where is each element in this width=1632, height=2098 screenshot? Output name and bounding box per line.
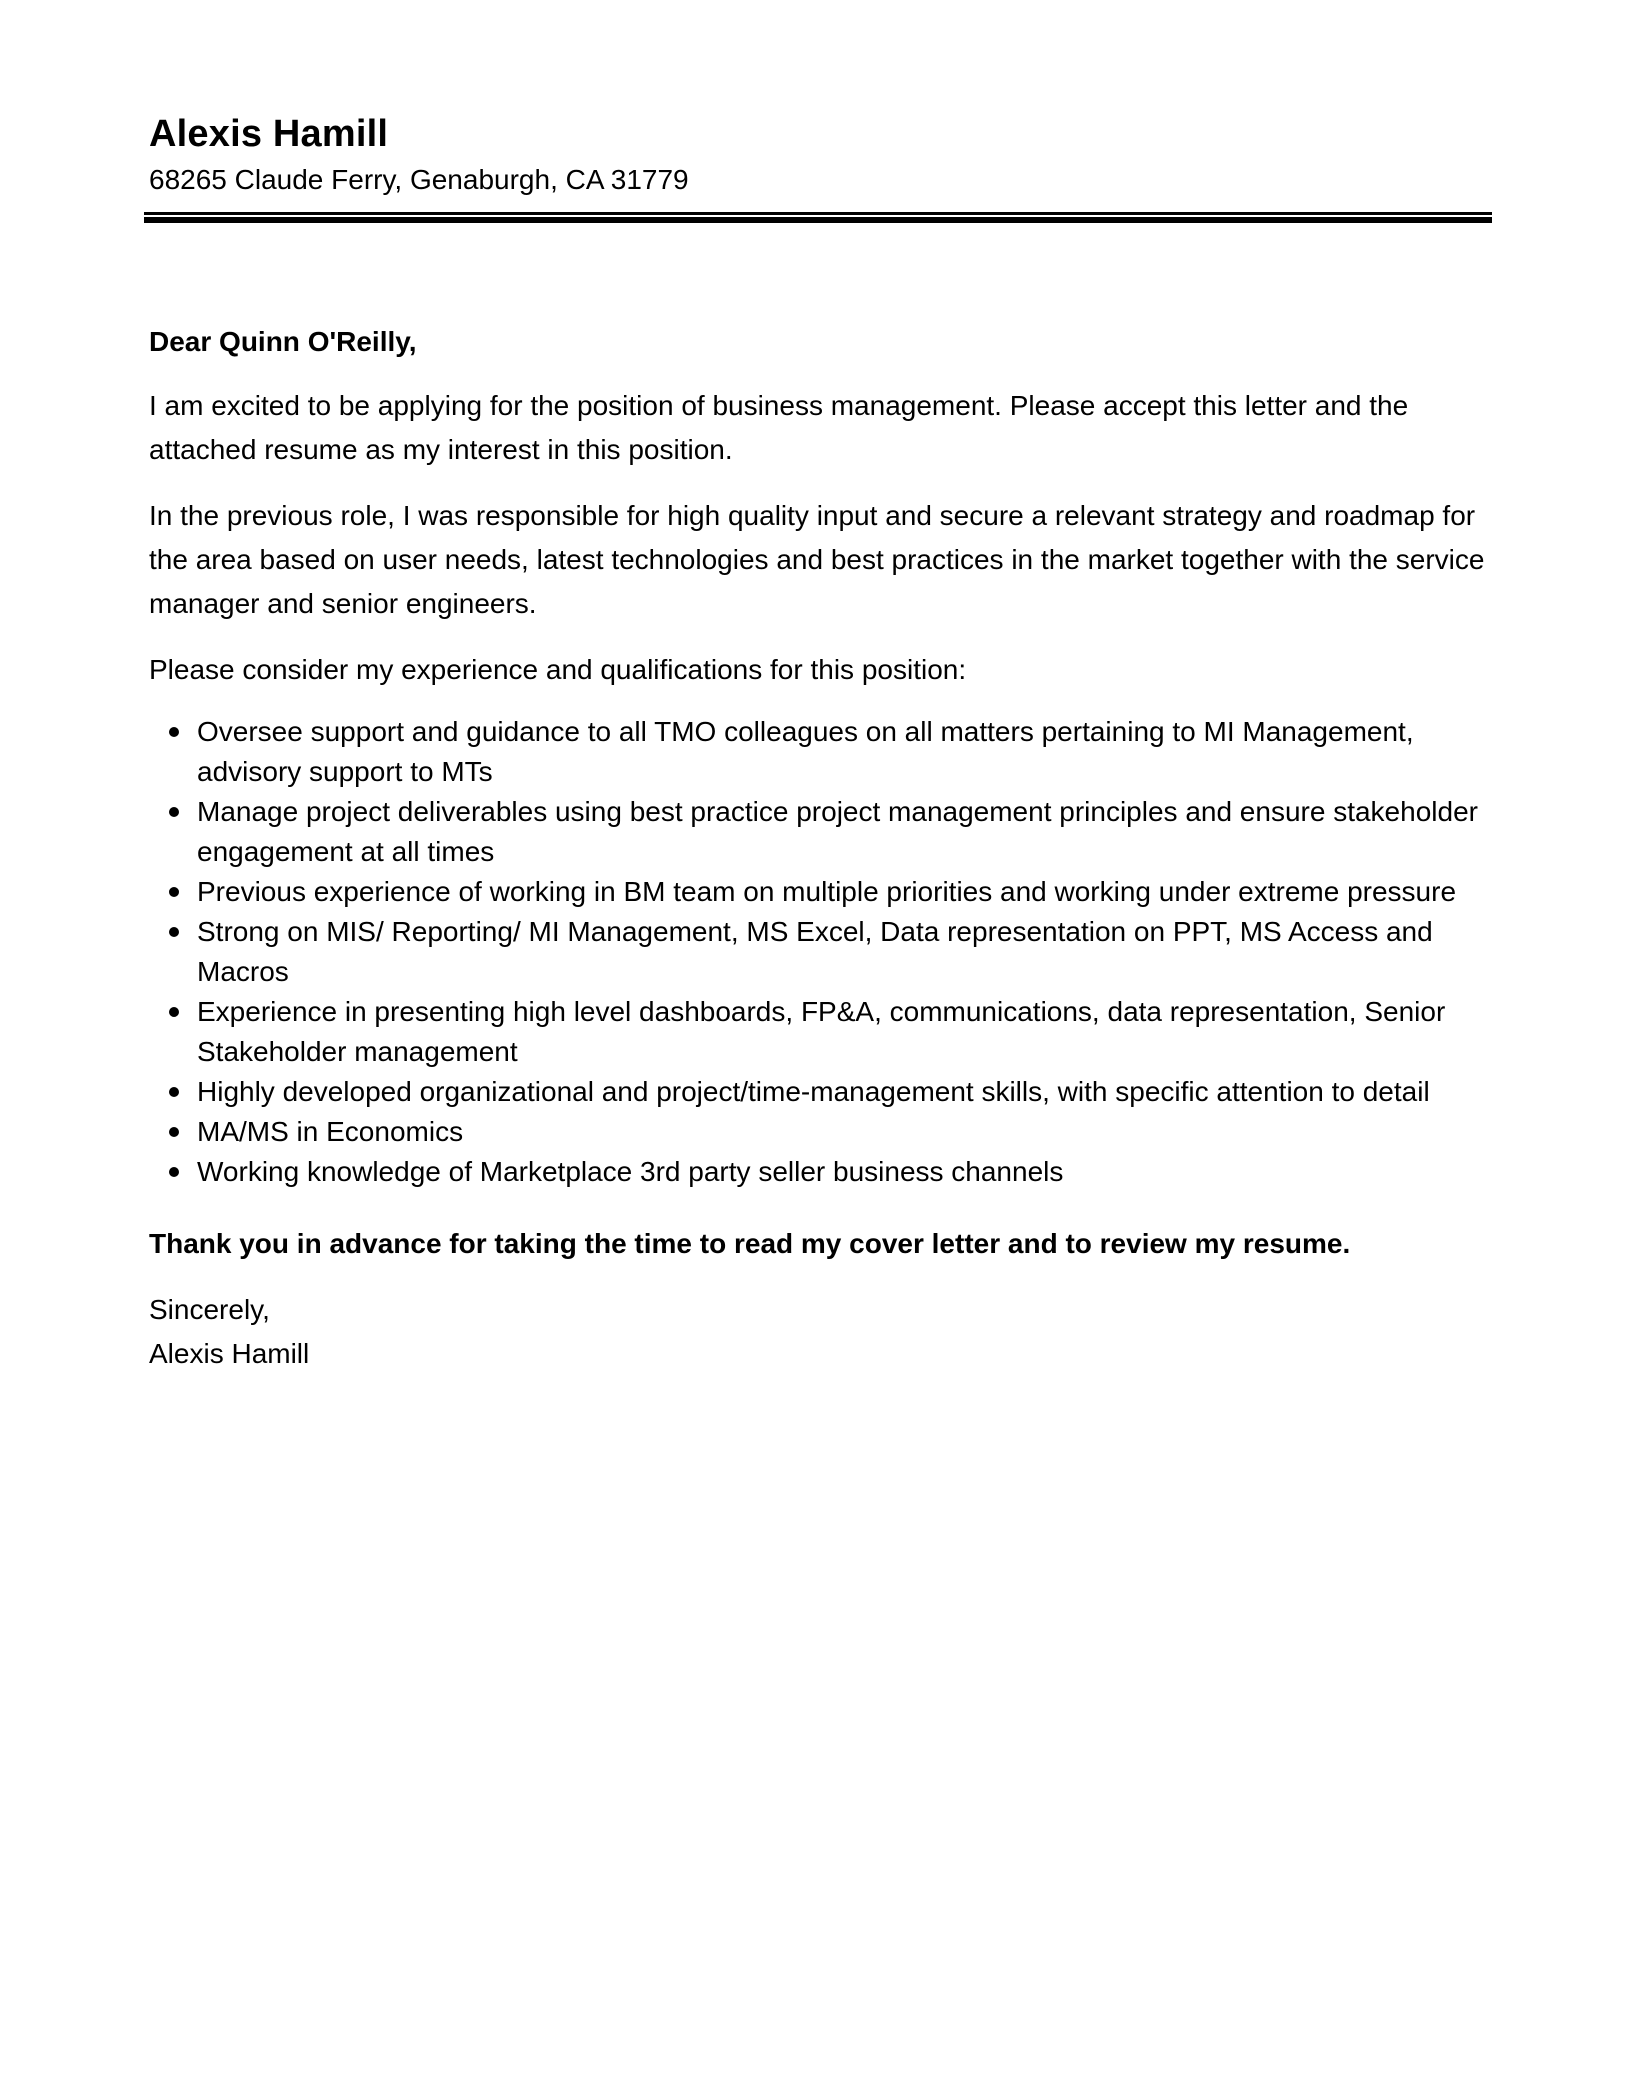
letter-body: [149, 322, 1489, 1376]
list-item: [149, 992, 1489, 1072]
list-item-text: MA/MS in Economics: [197, 1116, 464, 1147]
greeting: Dear Quinn O'Reilly,: [149, 326, 417, 357]
list-item: [149, 872, 1489, 912]
bullet-icon: [169, 807, 179, 817]
thank-you-line: Thank you in advance for taking the time to read my cover letter and to review my resume.: [149, 1228, 1351, 1259]
bullet-icon: [169, 727, 179, 737]
list-item-text: Working knowledge of Marketplace 3rd party seller business channels: [197, 1156, 1064, 1187]
sender-name: Alexis Hamill: [149, 113, 389, 155]
paragraph-intro: I am excited to be applying for the position of business management. Please accept this letter and the attached resume as my interest in this position.: [149, 390, 1409, 465]
bullet-icon: [169, 1127, 179, 1137]
header-divider-thick-line: [144, 217, 1492, 223]
list-item-text: Previous experience of working in BM team on multiple priorities and working under extreme pressure: [197, 876, 1457, 907]
qualifications-list: [149, 712, 1489, 1192]
list-item: [149, 912, 1489, 992]
list-item-text: Manage project deliverables using best practice project management principles and ensure stakeholder engagement at all times: [197, 796, 1478, 867]
list-item: [149, 712, 1489, 792]
paragraph-previous-role: In the previous role, I was responsible for high quality input and secure a relevant strategy and roadmap for the area based on user needs, latest technologies and best practices in the market together with the service manager and senior engineers.: [149, 500, 1485, 619]
list-item: [149, 792, 1489, 872]
list-item: [149, 1072, 1489, 1112]
bullet-icon: [169, 927, 179, 937]
list-item-text: Strong on MIS/ Reporting/ MI Management, MS Excel, Data representation on PPT, MS Access and Macros: [197, 916, 1433, 987]
list-item-text: Experience in presenting high level dashboards, FP&A, communications, data representation, Senior Stakeholder management: [197, 996, 1446, 1067]
list-item: [149, 1152, 1489, 1192]
header-divider-thin-line: [144, 212, 1492, 215]
header-divider: [144, 212, 1492, 224]
closing-salutation: Sincerely,: [149, 1294, 270, 1325]
list-item-text: Highly developed organizational and project/time-management skills, with specific attention to detail: [197, 1076, 1430, 1107]
list-item: [149, 1112, 1489, 1152]
bullet-icon: [169, 1087, 179, 1097]
sender-address: 68265 Claude Ferry, Genaburgh, CA 31779: [149, 164, 689, 195]
bullet-icon: [169, 1007, 179, 1017]
letter-header: [149, 108, 1489, 200]
bullet-icon: [169, 887, 179, 897]
list-item-text: Oversee support and guidance to all TMO colleagues on all matters pertaining to MI Management, advisory support to MTs: [197, 716, 1414, 787]
bullet-icon: [169, 1167, 179, 1177]
paragraph-qualifications-intro: Please consider my experience and qualifications for this position:: [149, 654, 967, 685]
signature-name: Alexis Hamill: [149, 1338, 310, 1369]
